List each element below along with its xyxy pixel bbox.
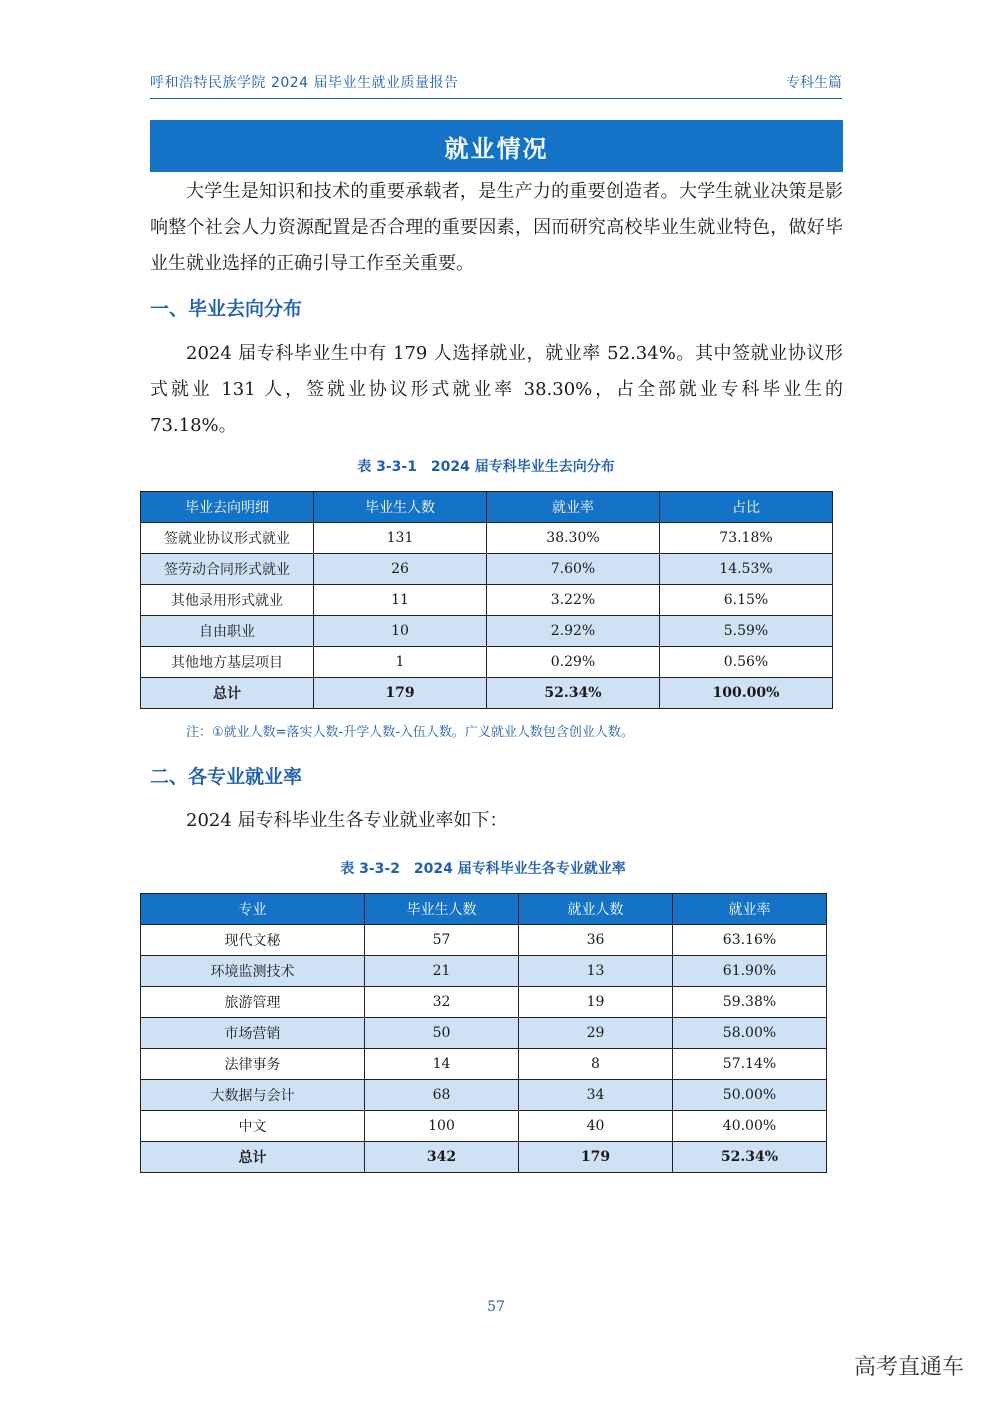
majors-paragraph: 2024 届专科毕业生各专业就业率如下： — [186, 810, 508, 831]
table-total-row — [141, 678, 833, 709]
table-row — [141, 1049, 827, 1080]
intro-paragraph: 大学生是知识和技术的重要承载者，是生产力的重要创造者。大学生就业决策是影响整个社会人力资源配置是否合理的重要因素，因而研究高校毕业生就业特色，做好毕业生就业选择的正确引导工作至关重要。 — [150, 181, 843, 274]
majors-table — [140, 893, 827, 1173]
header-cell: 就业人数 — [519, 894, 673, 925]
report-header-section: 专科生篇 — [786, 75, 842, 91]
cell: 50 — [365, 1018, 519, 1049]
cell: 179 — [314, 678, 487, 709]
table-row — [141, 1018, 827, 1049]
cell: 68 — [365, 1080, 519, 1111]
header-cell: 占比 — [660, 492, 833, 523]
table-row — [141, 647, 833, 678]
table-row — [141, 585, 833, 616]
cell: 59.38% — [673, 987, 827, 1018]
header-cell: 毕业生人数 — [365, 894, 519, 925]
page-number: 57 — [487, 1299, 505, 1315]
table-total-row — [141, 1142, 827, 1173]
cell: 3.22% — [487, 585, 660, 616]
cell: 40.00% — [673, 1111, 827, 1142]
cell: 40 — [519, 1111, 673, 1142]
cell: 34 — [519, 1080, 673, 1111]
cell: 7.60% — [487, 554, 660, 585]
cell: 36 — [519, 925, 673, 956]
header-cell: 专业 — [141, 894, 365, 925]
table-row — [141, 925, 827, 956]
cell: 14 — [365, 1049, 519, 1080]
cell: 市场营销 — [141, 1018, 365, 1049]
cell: 52.34% — [487, 678, 660, 709]
header-divider — [150, 98, 842, 99]
cell: 11 — [314, 585, 487, 616]
header-cell: 就业率 — [673, 894, 827, 925]
destination-paragraph: 2024 届专科毕业生中有 179 人选择就业，就业率 52.34%。其中签就业协议形式就业 131 人，签就业协议形式就业率 38.30%，占全部就业专科毕业生的 73.18%。 — [150, 343, 843, 436]
cell: 签就业协议形式就业 — [141, 523, 314, 554]
table-row — [141, 1111, 827, 1142]
cell: 0.29% — [487, 647, 660, 678]
table-caption-destination: 表 3-3-1 2024 届专科毕业生去向分布 — [357, 459, 615, 475]
header-cell: 毕业去向明细 — [141, 492, 314, 523]
table-caption-majors: 表 3-3-2 2024 届专科毕业生各专业就业率 — [340, 861, 626, 877]
cell: 14.53% — [660, 554, 833, 585]
cell: 总计 — [141, 1142, 365, 1173]
cell: 38.30% — [487, 523, 660, 554]
table-row — [141, 987, 827, 1018]
cell: 32 — [365, 987, 519, 1018]
cell: 其他地方基层项目 — [141, 647, 314, 678]
cell: 21 — [365, 956, 519, 987]
section-heading-majors: 二、各专业就业率 — [150, 766, 303, 788]
cell: 13 — [519, 956, 673, 987]
cell: 环境监测技术 — [141, 956, 365, 987]
cell: 29 — [519, 1018, 673, 1049]
cell: 1 — [314, 647, 487, 678]
destination-table — [140, 491, 833, 709]
cell: 50.00% — [673, 1080, 827, 1111]
cell: 8 — [519, 1049, 673, 1080]
cell: 10 — [314, 616, 487, 647]
cell: 26 — [314, 554, 487, 585]
cell: 57.14% — [673, 1049, 827, 1080]
header-cell: 毕业生人数 — [314, 492, 487, 523]
cell: 179 — [519, 1142, 673, 1173]
cell: 2.92% — [487, 616, 660, 647]
table-row — [141, 1080, 827, 1111]
cell: 现代文秘 — [141, 925, 365, 956]
cell: 6.15% — [660, 585, 833, 616]
cell: 131 — [314, 523, 487, 554]
cell: 自由职业 — [141, 616, 314, 647]
cell: 签劳动合同形式就业 — [141, 554, 314, 585]
table-header-row — [141, 492, 833, 523]
cell: 100.00% — [660, 678, 833, 709]
table-row — [141, 523, 833, 554]
section-heading-destination: 一、毕业去向分布 — [150, 298, 303, 320]
watermark-text: 高考直通车 — [853, 1355, 964, 1380]
cell: 58.00% — [673, 1018, 827, 1049]
header-cell: 就业率 — [487, 492, 660, 523]
cell: 61.90% — [673, 956, 827, 987]
cell: 19 — [519, 987, 673, 1018]
cell: 中文 — [141, 1111, 365, 1142]
cell: 100 — [365, 1111, 519, 1142]
cell: 0.56% — [660, 647, 833, 678]
cell: 342 — [365, 1142, 519, 1173]
cell: 旅游管理 — [141, 987, 365, 1018]
table-row — [141, 616, 833, 647]
cell: 其他录用形式就业 — [141, 585, 314, 616]
table-header-row — [141, 894, 827, 925]
cell: 57 — [365, 925, 519, 956]
cell: 大数据与会计 — [141, 1080, 365, 1111]
cell: 5.59% — [660, 616, 833, 647]
report-header-title: 呼和浩特民族学院 2024 届毕业生就业质量报告 — [150, 75, 459, 91]
table-note: 注：①就业人数=落实人数-升学人数-入伍人数。广义就业人数包含创业人数。 — [186, 725, 634, 740]
cell: 73.18% — [660, 523, 833, 554]
table-row — [141, 554, 833, 585]
chapter-banner: 就业情况 — [150, 120, 843, 172]
table-row — [141, 956, 827, 987]
cell: 总计 — [141, 678, 314, 709]
cell: 63.16% — [673, 925, 827, 956]
cell: 52.34% — [673, 1142, 827, 1173]
cell: 法律事务 — [141, 1049, 365, 1080]
